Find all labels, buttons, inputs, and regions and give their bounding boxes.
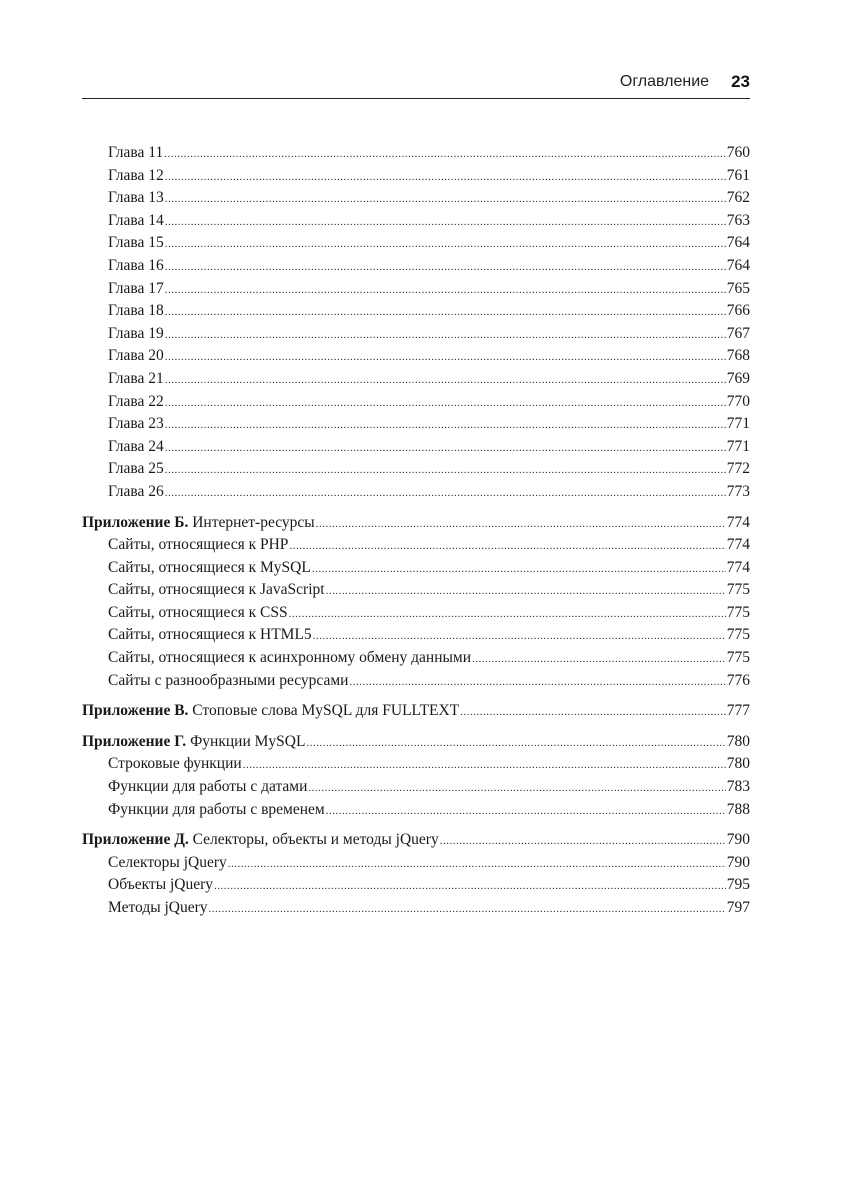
toc-appendix-heading: [82, 700, 750, 723]
toc-entry-label: Строковые функции: [108, 755, 242, 773]
toc-entry-label: [82, 512, 315, 535]
toc-entry: [82, 602, 750, 625]
toc-entry: [82, 232, 750, 255]
toc-entry: [82, 413, 750, 436]
toc-appendix-heading: [82, 829, 750, 852]
toc-entry-label: Глава 17: [108, 279, 164, 297]
toc-entry: [82, 187, 750, 210]
toc-entry-label: Объекты jQuery: [108, 876, 214, 894]
toc-entry: [82, 557, 750, 580]
toc-entry-page: 775: [726, 626, 750, 644]
toc-entry-page: 769: [726, 369, 750, 387]
toc-entry-label: Сайты, относящиеся к асинхронному обмену данными: [108, 649, 472, 667]
toc-entry-page: 773: [726, 482, 750, 500]
toc-entry-label: Глава 11: [108, 144, 164, 161]
leader-dots: [165, 301, 726, 324]
leader-dots: [209, 898, 726, 921]
toc-entry-page: 767: [726, 324, 750, 342]
toc-entry-label: Глава 26: [108, 482, 164, 500]
toc-entry-page: 770: [726, 392, 750, 410]
toc-entry-label: [82, 731, 305, 754]
toc-entry-label: Глава 13: [108, 189, 164, 207]
toc-entry-page: 768: [726, 347, 750, 365]
table-of-contents: [82, 142, 750, 920]
toc-entry-page: 771: [726, 415, 750, 433]
toc-entry-page: 790: [726, 831, 750, 849]
appendix-title: Селекторы, объекты и методы jQuery: [192, 831, 439, 849]
toc-entry: [82, 852, 750, 875]
toc-entry: [82, 142, 750, 165]
toc-entry-page: 783: [726, 778, 750, 796]
toc-entry-page: 775: [726, 581, 750, 599]
leader-dots: [165, 324, 726, 347]
leader-dots: [316, 513, 726, 536]
toc-entry-page: 764: [726, 256, 750, 274]
toc-entry-page: 795: [726, 876, 750, 894]
appendix-title: Функции MySQL: [190, 732, 306, 750]
leader-dots: [472, 648, 726, 671]
toc-entry-page: 760: [726, 144, 750, 161]
toc-entry: [82, 368, 750, 391]
toc-entry: [82, 345, 750, 368]
appendix-prefix: Приложение Г.: [82, 732, 187, 750]
appendix-prefix: Приложение Б.: [82, 513, 189, 531]
leader-dots: [165, 188, 726, 211]
toc-entry-label: Глава 21: [108, 369, 164, 387]
toc-entry-label: Глава 23: [108, 415, 164, 433]
toc-entry-page: 774: [726, 536, 750, 554]
toc-entry-label: Сайты, относящиеся к MySQL: [108, 558, 311, 576]
leader-dots: [308, 777, 725, 800]
toc-entry-page: 766: [726, 302, 750, 320]
toc-entry-label: Сайты, относящиеся к CSS: [108, 603, 288, 621]
toc-entry-page: 776: [726, 671, 750, 689]
toc-entry-page: 764: [726, 234, 750, 252]
toc-appendix-heading: [82, 512, 750, 535]
leader-dots: [165, 437, 726, 460]
toc-entry: [82, 481, 750, 504]
toc-entry-page: 777: [726, 702, 750, 720]
toc-entry: [82, 458, 750, 481]
toc-entry-label: Глава 15: [108, 234, 164, 252]
toc-entry-label: Глава 12: [108, 166, 164, 184]
appendix-prefix: Приложение В.: [82, 702, 189, 720]
toc-entry-page: 774: [726, 558, 750, 576]
leader-dots: [326, 580, 726, 603]
toc-entry-page: 797: [726, 899, 750, 916]
toc-entry-label: Функции для работы с временем: [108, 800, 325, 818]
toc-entry-page: 775: [726, 649, 750, 667]
toc-entry-label: Сайты, относящиеся к JavaScript: [108, 581, 325, 599]
toc-entry-label: [82, 700, 459, 723]
toc-entry-label: Сайты, относящиеся к PHP: [108, 536, 289, 554]
leader-dots: [306, 732, 725, 755]
leader-dots: [165, 414, 726, 437]
leader-dots: [165, 279, 726, 302]
toc-entry-label: Сайты с разнообразными ресурсами: [108, 671, 349, 689]
appendix-title: Стоповые слова MySQL для FULLTEXT: [192, 702, 460, 720]
leader-dots: [228, 853, 726, 876]
toc-entry: [82, 534, 750, 557]
toc-entry-page: 788: [726, 800, 750, 818]
toc-entry-page: 761: [726, 166, 750, 184]
toc-entry-page: 790: [726, 853, 750, 871]
toc-entry: [82, 210, 750, 233]
toc-entry: [82, 647, 750, 670]
toc-entry: [82, 799, 750, 822]
toc-entry: [82, 323, 750, 346]
leader-dots: [165, 482, 726, 505]
toc-entry-label: Методы jQuery: [108, 899, 208, 916]
leader-dots: [214, 875, 726, 898]
toc-entry: [82, 753, 750, 776]
leader-dots: [460, 701, 726, 724]
toc-entry-label: Глава 19: [108, 324, 164, 342]
toc-entry: [82, 165, 750, 188]
toc-entry-label: Функции для работы с датами: [108, 778, 308, 796]
leader-dots: [289, 603, 726, 626]
toc-entry: [82, 670, 750, 693]
toc-entry: [82, 874, 750, 897]
toc-entry: [82, 624, 750, 647]
toc-entry-page: 774: [726, 513, 750, 531]
leader-dots: [165, 233, 726, 256]
toc-entry-page: 765: [726, 279, 750, 297]
toc-entry: [82, 255, 750, 278]
toc-entry-page: 771: [726, 437, 750, 455]
leader-dots: [312, 558, 726, 581]
toc-entry-page: 780: [726, 732, 750, 750]
toc-entry: [82, 579, 750, 602]
leader-dots: [165, 166, 726, 189]
leader-dots: [165, 346, 726, 369]
leader-dots: [326, 800, 726, 823]
toc-appendix-heading: [82, 731, 750, 754]
appendix-title: Интернет-ресурсы: [192, 513, 315, 531]
toc-entry-label: Глава 18: [108, 302, 164, 320]
appendix-prefix: Приложение Д.: [82, 831, 189, 849]
leader-dots: [289, 535, 725, 558]
leader-dots: [440, 830, 726, 853]
toc-entry-label: Глава 16: [108, 256, 164, 274]
leader-dots: [165, 369, 726, 392]
running-header: [82, 66, 750, 99]
leader-dots: [165, 392, 726, 415]
toc-entry-page: 775: [726, 603, 750, 621]
toc-entry-label: Глава 20: [108, 347, 164, 365]
toc-entry-page: 772: [726, 460, 750, 478]
toc-entry: [82, 436, 750, 459]
toc-entry: [82, 278, 750, 301]
toc-entry-label: Глава 22: [108, 392, 164, 410]
leader-dots: [313, 625, 726, 648]
toc-entry: [82, 300, 750, 323]
leader-dots: [164, 143, 726, 166]
toc-entry: [82, 391, 750, 414]
header-title: Оглавление: [619, 73, 710, 90]
toc-entry-page: 763: [726, 211, 750, 229]
leader-dots: [165, 459, 726, 482]
toc-entry-label: Глава 24: [108, 437, 164, 455]
leader-dots: [349, 671, 725, 694]
toc-entry-label: [82, 829, 439, 852]
toc-entry-label: Глава 25: [108, 460, 164, 478]
toc-entry: [82, 897, 750, 920]
leader-dots: [165, 256, 726, 279]
toc-entry-label: Сайты, относящиеся к HTML5: [108, 626, 312, 644]
toc-entry-label: Глава 14: [108, 211, 164, 229]
toc-entry-page: 762: [726, 189, 750, 207]
leader-dots: [165, 211, 726, 234]
toc-entry-label: Селекторы jQuery: [108, 853, 227, 871]
leader-dots: [243, 754, 726, 777]
toc-entry: [82, 776, 750, 799]
toc-entry-page: 780: [726, 755, 750, 773]
page-number: 23: [731, 72, 750, 91]
